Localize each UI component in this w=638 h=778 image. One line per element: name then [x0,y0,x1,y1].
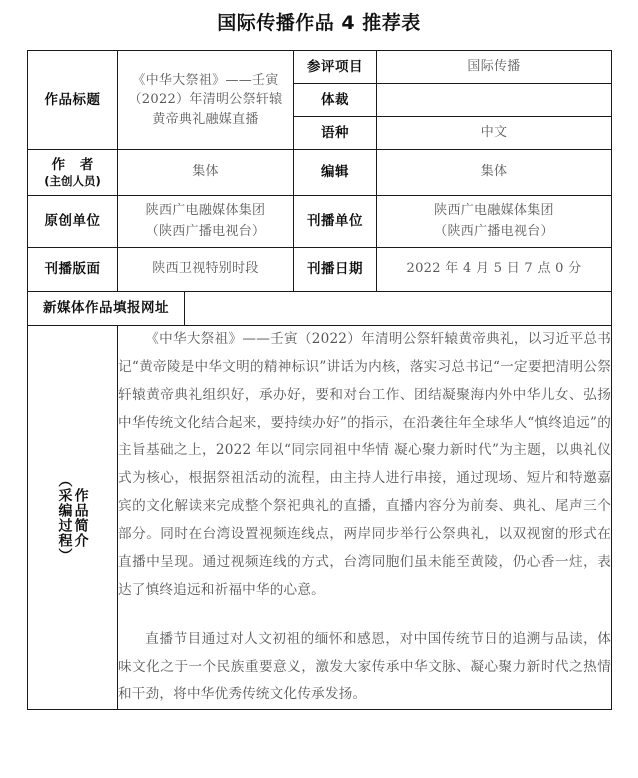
value-broadcast-layout: 陕西卫视特别时段 [118,248,294,292]
value-original-unit [118,196,294,248]
value-author: 集体 [118,150,294,196]
label-author-sub: (主创人员) [44,173,101,188]
value-broadcast-unit [377,196,612,248]
value-newmedia-url [185,292,612,326]
description-paragraph-2: 直播节目通过对人文初祖的缅怀和感恩，对中国传统节日的追溯与品读，体味文化之于一个民族重要意义，激发大家传承中华文脉、凝心聚力新时代之热情和干劲，将中华优秀传统文化传承发扬。 [118,630,612,703]
label-description [28,326,118,710]
table-row-original-unit [28,196,612,248]
description-body [118,326,612,710]
value-editor: 集体 [377,150,612,196]
value-evaluation-item: 国际传播 [377,51,612,84]
label-author-main: 作 者 [51,156,99,173]
label-genre: 体裁 [294,84,377,117]
table-row-work-title [28,51,612,84]
label-broadcast-unit: 刊播单位 [294,196,377,248]
value-broadcast-unit-line1: 陕西广电融媒体集团 [434,203,554,219]
vertical-label-description [28,473,117,563]
page-title: 国际传播作品 4 推荐表 [217,12,421,34]
vertical-label-right-column: 作品简介 [72,487,89,548]
recommendation-form-table [27,50,611,710]
table-row-broadcast-layout [28,248,612,292]
value-broadcast-unit-line2: （陕西广播电视台） [434,223,554,239]
value-language: 中文 [377,117,612,150]
table-row-newmedia-url [28,292,612,326]
form-table [27,50,612,710]
label-author [28,150,118,196]
label-original-unit: 原创单位 [28,196,118,248]
value-original-unit-line2: （陕西广播电视台） [145,223,266,239]
description-paragraph-1: 《中华大祭祖》——壬寅（2022）年清明公祭轩辕黄帝典礼，以习近平总书记“黄帝陵是中华文明的精神标识”讲话为内核，落实习总书记“一定要把清明公祭轩辕黄帝典礼组织好，承办好，要和对台工作、团结凝聚海内外中华儿女、弘扬中华传统文化结合起来，要持续办好”的指示，在沿袭往年全球华人“慎终追远”的主旨基础之上，2022 年以“同宗同祖中华情 凝心聚力新时代”为主题，以典礼仪式为核心，根据祭祖活动的流程，由主持人进行串接，通过现场、短片和特邀嘉宾的文化解读来完成整个祭祀典礼的直播，直播内容分为前奏、典礼、尾声三个部分。同时在台湾设置视频连线点，两岸同步举行公祭典礼，以双视窗的形式在直播中呈现。通过视频连线的方式，台湾同胞们虽未能至黄陵，仍心香一炷，表达了慎终追远和祈福中华的心意。 [118,331,612,598]
label-broadcast-layout: 刊播版面 [28,248,118,292]
value-broadcast-date: 2022 年 4 月 5 日 7 点 0 分 [377,248,612,292]
value-original-unit-line1: 陕西广电融媒体集团 [145,203,266,219]
vertical-label-left-column: （采编过程） [56,472,73,563]
label-broadcast-date: 刊播日期 [294,248,377,292]
label-language: 语种 [294,117,377,150]
label-evaluation-item: 参评项目 [294,51,377,84]
value-work-title: 《中华大祭祖》——壬寅（2022）年清明公祭轩辕黄帝典礼融媒直播 [118,51,294,150]
label-editor: 编辑 [294,150,377,196]
table-row-author [28,150,612,196]
table-row-description [28,326,612,710]
label-newmedia-url: 新媒体作品填报网址 [28,292,185,326]
label-work-title: 作品标题 [28,51,118,150]
value-genre [377,84,612,117]
